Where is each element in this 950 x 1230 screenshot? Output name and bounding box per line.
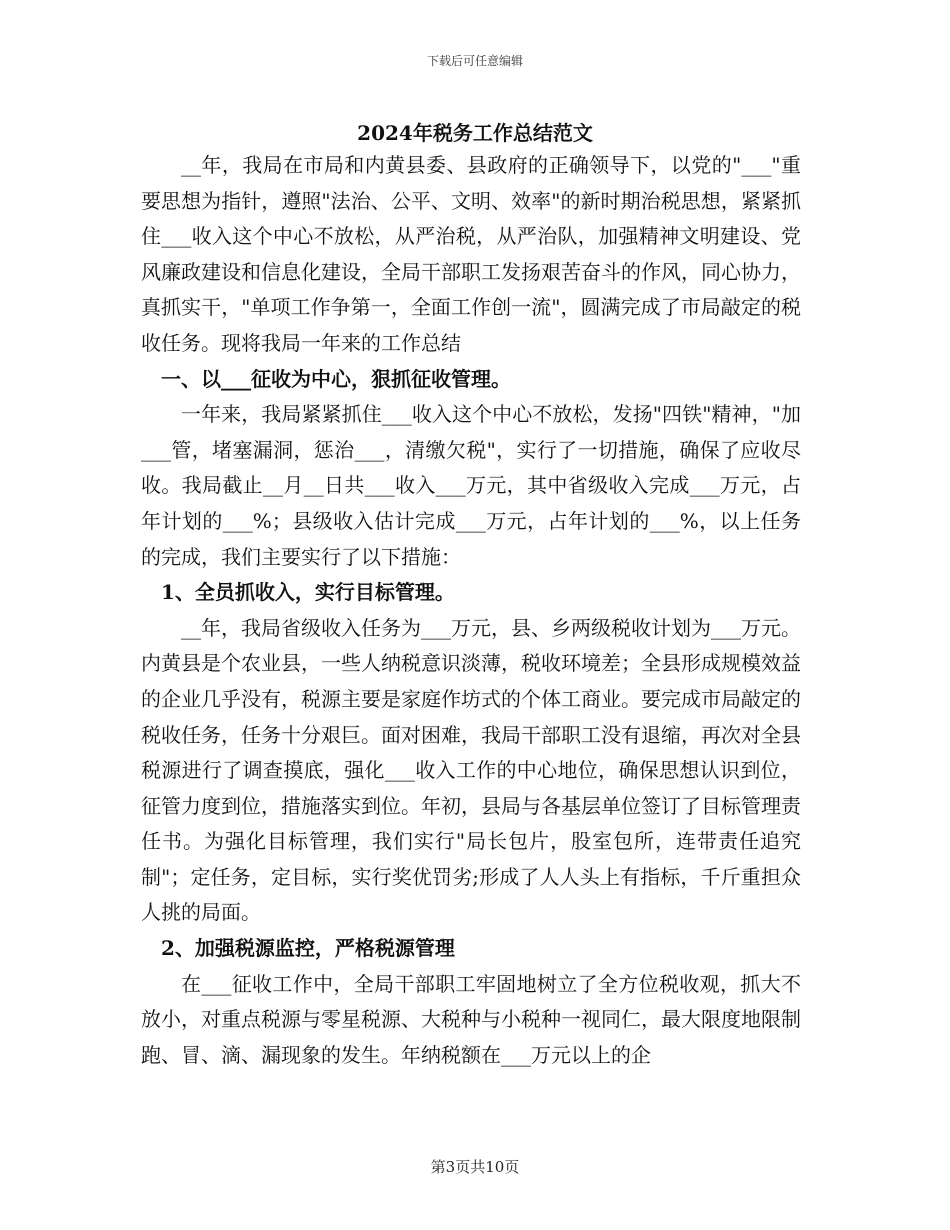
document-body bbox=[141, 148, 801, 1073]
paragraph-subsection-2: 在___征收工作中，全局干部职工牢固地树立了全方位税收观，抓大不放小，对重点税源与零星税源、大税种与小税种一视同仁，最大限度地限制跑、冒、滴、漏现象的发生。年纳税额在___万元以上的企 bbox=[141, 971, 801, 1067]
page-number-footer: 第3页共10页 bbox=[430, 1158, 520, 1176]
document-title: 2024年税务工作总结范文 bbox=[357, 121, 593, 145]
section-heading-1: 一、以___征收为中心，狠抓征收管理。 bbox=[161, 366, 511, 391]
paragraph-section-1: 一年来，我局紧紧抓住___收入这个中心不放松，发扬"四铁"精神，"加___管，堵塞漏洞，惩治___，清缴欠税"，实行了一切措施，确保了应收尽收。我局截止__月__日共___收入___万元，其中省级收入完成___万元，占年计划的___%；县级收入估计完成___万元，占年计划的___%，以上任务的完成，我们主要实行了以下措施： bbox=[141, 402, 801, 569]
page-header-note: 下载后可任意编辑 bbox=[426, 54, 523, 68]
subsection-heading-1: 1、全员抓收入，实行目标管理。 bbox=[161, 580, 455, 605]
subsection-heading-2: 2、加强税源监控，严格税源管理 bbox=[161, 936, 455, 961]
paragraph-intro: __年，我局在市局和内黄县委、县政府的正确领导下，以党的"___"重要思想为指针，遵照"法治、公平、文明、效率"的新时期治税思想，紧紧抓住___收入这个中心不放松，从严治税，从严治队，加强精神文明建设、党风廉政建设和信息化建设，全局干部职工发扬艰苦奋斗的作风，同心协力，真抓实干，"单项工作争第一，全面工作创一流"，圆满完成了市局敲定的税收任务。现将我局一年来的工作总结 bbox=[141, 153, 801, 355]
paragraph-subsection-1: __年，我局省级收入任务为___万元，县、乡两级税收计划为___万元。内黄县是个农业县，一些人纳税意识淡薄，税收环境差；全县形成规模效益的企业几乎没有，税源主要是家庭作坊式的个体工商业。要完成市局敲定的税收任务，任务十分艰巨。面对困难，我局干部职工没有退缩，再次对全县税源进行了调查摸底，强化___收入工作的中心地位，确保思想认识到位，征管力度到位，措施落实到位。年初，县局与各基层单位签订了目标管理责任书。为强化目标管理，我们实行"局长包片，股室包所，连带责任追究制"；定任务，定目标，实行奖优罚劣;形成了人人头上有指标，千斤重担众人挑的局面。 bbox=[141, 615, 801, 925]
